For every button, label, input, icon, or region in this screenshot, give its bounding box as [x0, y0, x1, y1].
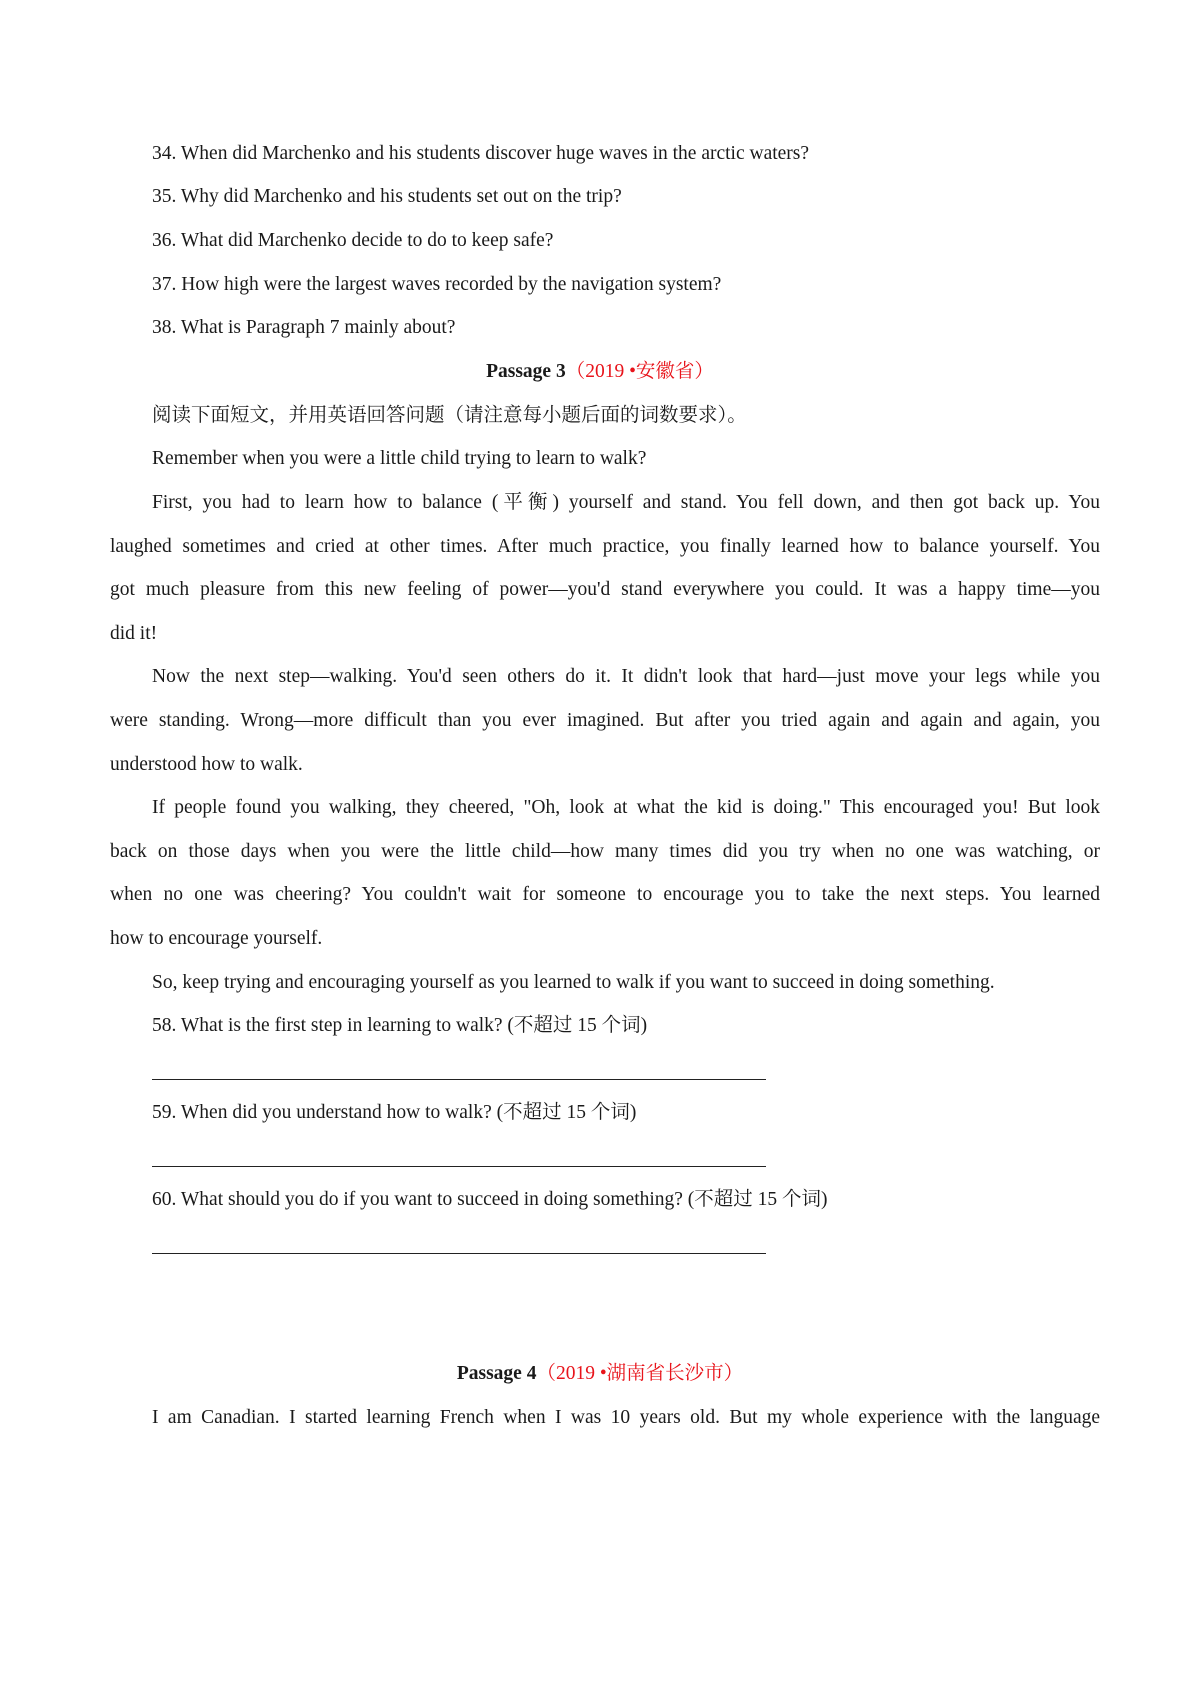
passage3-p3-line-2: were standing. Wrong—more difficult than you ever imagined. But after you tried again and again and again, you	[110, 710, 1100, 731]
passage3-paragraph-5: So, keep trying and encouraging yourself as you learned to walk if you want to succeed in doing something.	[152, 972, 995, 993]
answer-line-59	[152, 1166, 766, 1167]
passage3-paragraph-1: Remember when you were a little child trying to learn to walk?	[152, 448, 647, 469]
passage3-p4-line-2: back on those days when you were the little child—how many times did you try when no one was watching, or	[110, 841, 1100, 862]
passage3-p2-line-1: First, you had to learn how to balance (平衡) yourself and stand. You fell down, and then got back up. You	[152, 492, 1100, 513]
passage4-title: Passage 4	[456, 1363, 537, 1384]
passage3-p2-line-3: got much pleasure from this new feeling of power—you'd stand everywhere you could. It was a happy time—you	[110, 579, 1100, 600]
passage4-source: （2019 •湖南省长沙市）	[536, 1363, 744, 1384]
question-38: 38. What is Paragraph 7 mainly about?	[152, 317, 456, 338]
question-58: 58. What is the first step in learning to walk? (不超过 15 个词)	[152, 1015, 648, 1036]
question-35: 35. Why did Marchenko and his students set out on the trip?	[152, 186, 622, 207]
answer-line-58	[152, 1079, 766, 1080]
passage4-heading	[0, 1350, 1200, 1398]
passage3-p3-line-1: Now the next step—walking. You'd seen others do it. It didn't look that hard—just move your legs while you	[152, 666, 1100, 687]
question-36: 36. What did Marchenko decide to do to keep safe?	[152, 230, 554, 251]
passage3-p3-line-3: understood how to walk.	[110, 754, 303, 775]
passage3-source: （2019 •安徽省）	[565, 361, 714, 382]
passage3-p4-line-1: If people found you walking, they cheered, "Oh, look at what the kid is doing." This encouraged you! But look	[152, 797, 1100, 818]
passage3-instruction: 阅读下面短文，并用英语回答问题（请注意每小题后面的词数要求）。	[152, 405, 747, 426]
question-59: 59. When did you understand how to walk? (不超过 15 个词)	[152, 1102, 637, 1123]
question-37: 37. How high were the largest waves recorded by the navigation system?	[152, 274, 722, 295]
passage3-p2-line-2: laughed sometimes and cried at other times. After much practice, you finally learned how to balance yourself. You	[110, 536, 1100, 557]
answer-line-60	[152, 1253, 766, 1254]
passage3-p4-line-4: how to encourage yourself.	[110, 928, 323, 949]
question-60: 60. What should you do if you want to succeed in doing something? (不超过 15 个词)	[152, 1189, 828, 1210]
passage3-p4-line-3: when no one was cheering? You couldn't wait for someone to encourage you to take the next steps. You learned	[110, 884, 1100, 905]
passage3-heading	[0, 348, 1200, 396]
passage3-p2-line-4: did it!	[110, 623, 158, 644]
passage3-title: Passage 3	[486, 361, 566, 382]
passage4-p1-line-1: I am Canadian. I started learning French when I was 10 years old. But my whole experience with the language	[152, 1407, 1100, 1428]
question-34: 34. When did Marchenko and his students discover huge waves in the arctic waters?	[152, 143, 810, 164]
